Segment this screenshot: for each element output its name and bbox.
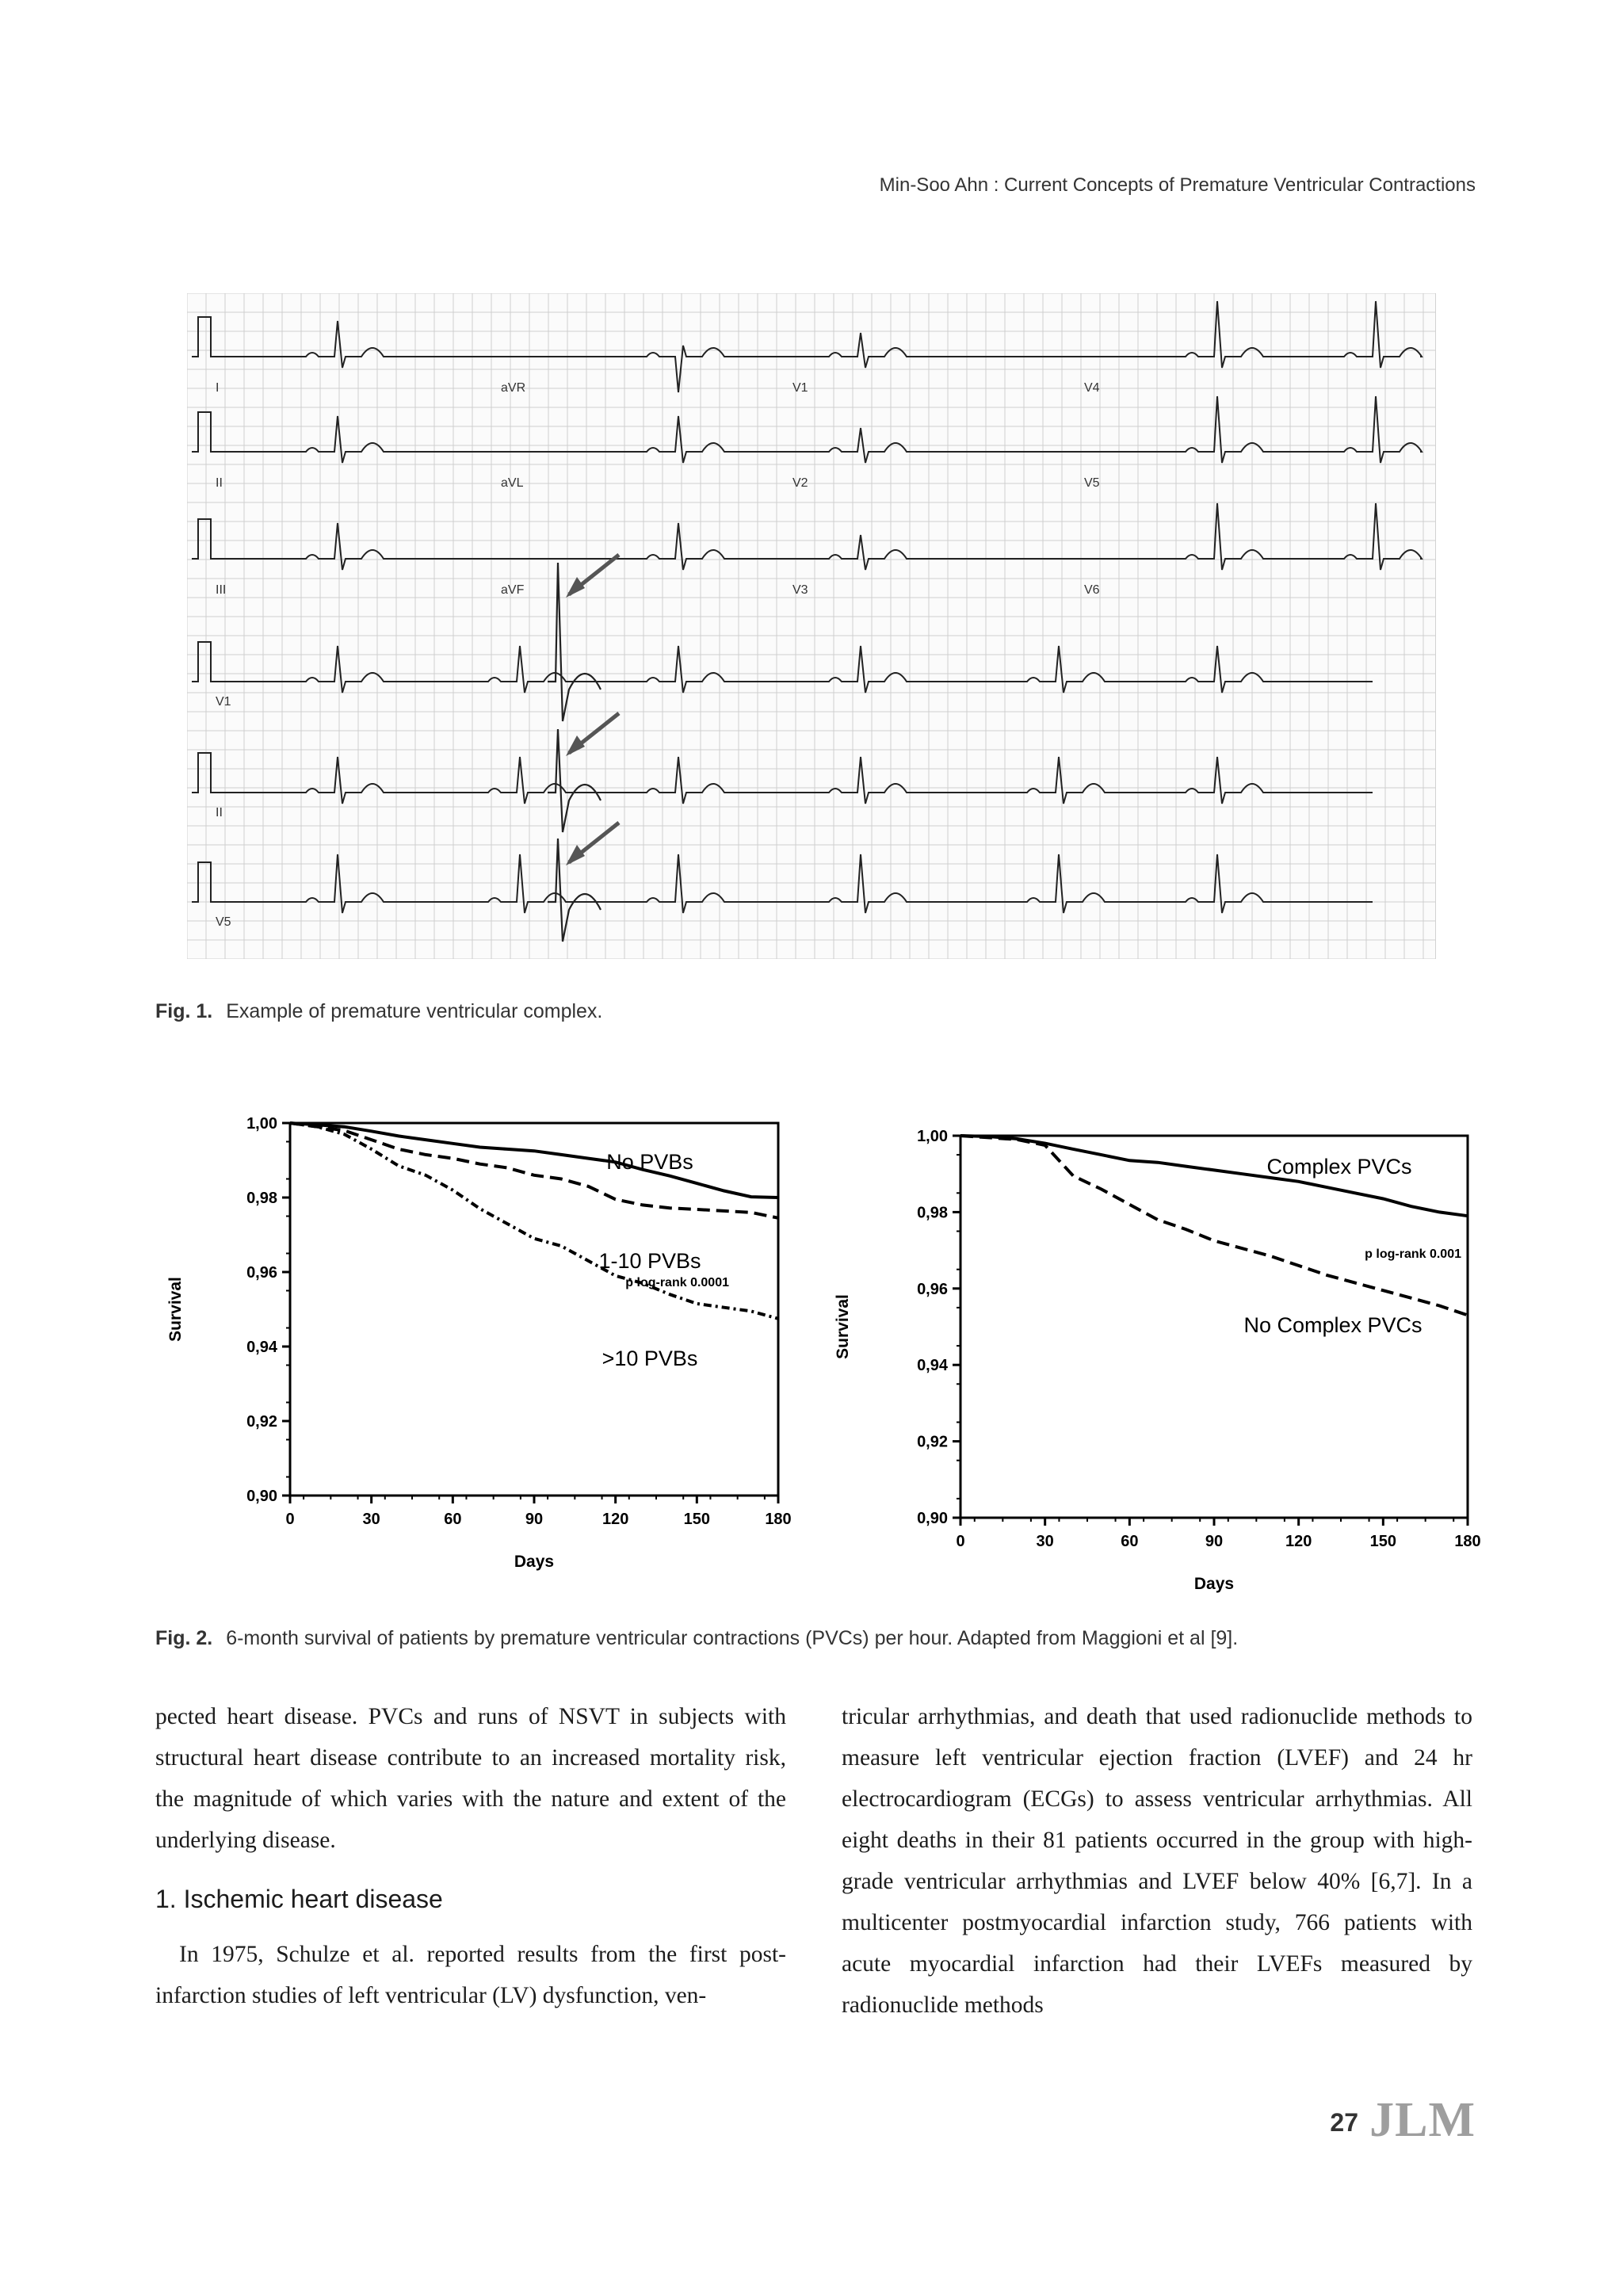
lead-label: V2 [792,476,808,490]
y-tick-label: 0,90 [917,1510,948,1527]
y-tick-label: 1,00 [246,1115,277,1133]
y-tick-label: 0,94 [917,1357,948,1375]
lead-label: V5 [1084,476,1100,490]
survival-chart-left [158,1106,792,1581]
p-value-annotation: p log-rank 0.001 [1365,1247,1461,1261]
x-tick-label: 0 [956,1533,965,1550]
x-tick-label: 60 [444,1511,462,1528]
y-tick-label: 1,00 [917,1128,948,1145]
survival-curve [290,1123,778,1218]
figure2-caption-text: 6-month survival of patients by premature ventricular contractions (PVCs) per hour. Adapted from Maggioni et al [9]. [226,1627,1239,1649]
x-tick-label: 180 [1454,1533,1481,1550]
x-tick-label: 150 [1369,1533,1397,1550]
figure1-caption-text: Example of premature ventricular complex. [226,1000,603,1022]
lead-label: V3 [792,583,808,597]
figure1-caption-label: Fig. 1. [155,1000,213,1022]
lead-label: II [216,476,223,490]
lead-label: I [216,381,220,395]
y-tick-label: 0,92 [917,1433,948,1451]
series-label: No Complex PVCs [1243,1313,1423,1337]
survival-curve [290,1123,778,1198]
page-number: 27 [1330,2108,1358,2137]
y-tick-label: 0,96 [917,1280,948,1298]
y-tick-label: 0,96 [246,1264,277,1282]
y-axis-label: Survival [166,1277,185,1342]
y-axis-label: Survival [834,1294,852,1359]
x-tick-label: 30 [1036,1533,1054,1550]
ecg-paper [187,293,1436,959]
series-label: >10 PVBs [601,1347,698,1370]
body-column-right [842,1696,1472,2026]
x-tick-label: 120 [601,1511,629,1528]
p-value-annotation: p log-rank 0.0001 [625,1276,729,1289]
y-tick-label: 0,98 [246,1190,277,1207]
series-label: No PVBs [606,1150,693,1174]
lead-label: aVR [501,381,526,395]
x-tick-label: 180 [765,1511,792,1528]
lead-label: V4 [1084,381,1100,395]
y-tick-label: 0,98 [917,1204,948,1222]
figure1-caption [155,1000,602,1023]
section-heading: 1. Ischemic heart disease [155,1885,443,1913]
y-tick-label: 0,92 [246,1413,277,1431]
x-tick-label: 150 [683,1511,711,1528]
x-tick-label: 90 [525,1511,544,1528]
body-paragraph: pected heart disease. PVCs and runs of NSVT in subjects with structural heart disease contribute to an increased mortality risk, the magnitude of which varies with the nature and extent of the underlying disease. [155,1704,786,1853]
lead-label: V6 [1084,583,1100,597]
body-paragraph: In 1975, Schulze et al. reported results from the first post-infarction studies of left ventricular (LV) dysfunction, ven- [155,1942,786,2008]
lead-label: aVL [501,476,524,490]
x-axis-label: Days [514,1553,555,1571]
figure2-caption-label: Fig. 2. [155,1627,213,1649]
lead-label: aVF [501,583,525,597]
body-paragraph: tricular arrhythmias, and death that used radionuclide methods to measure left ventricular ejection fraction (LVEF) and 24 hr electrocardiogram (ECGs) to assess ventricular arrhythmias. All eight deaths in their 81 patients occurred in the group with high-grade ventricular arrhythmias and LVEF below 40% [6,7]. In a multicenter postmyocardial infarction study, 766 patients with acute myocardial infarction had their LVEFs measured by radionuclide methods [842,1704,1472,2018]
ecg-figure [187,293,1436,959]
y-tick-label: 0,90 [246,1488,277,1505]
x-tick-label: 120 [1285,1533,1312,1550]
rhythm-label: V5 [216,915,231,929]
x-tick-label: 90 [1205,1533,1224,1550]
survival-chart-right [816,1106,1482,1597]
figure2-caption [155,1627,1238,1650]
x-tick-label: 30 [362,1511,380,1528]
plot-frame [290,1123,778,1496]
lead-label: V1 [792,381,808,395]
running-head: Min-Soo Ahn : Current Concepts of Premature Ventricular Contractions [879,174,1476,196]
rhythm-label: II [216,806,223,819]
journal-logo: JLM [1369,2093,1476,2147]
x-tick-label: 60 [1121,1533,1139,1550]
body-column-left [155,1696,786,2016]
y-tick-label: 0,94 [246,1339,277,1356]
series-label: 1-10 PVBs [598,1249,701,1273]
lead-label: III [216,583,227,597]
series-label: Complex PVCs [1266,1155,1412,1179]
x-axis-label: Days [1193,1575,1235,1593]
rhythm-label: V1 [216,695,231,709]
x-tick-label: 0 [285,1511,295,1528]
